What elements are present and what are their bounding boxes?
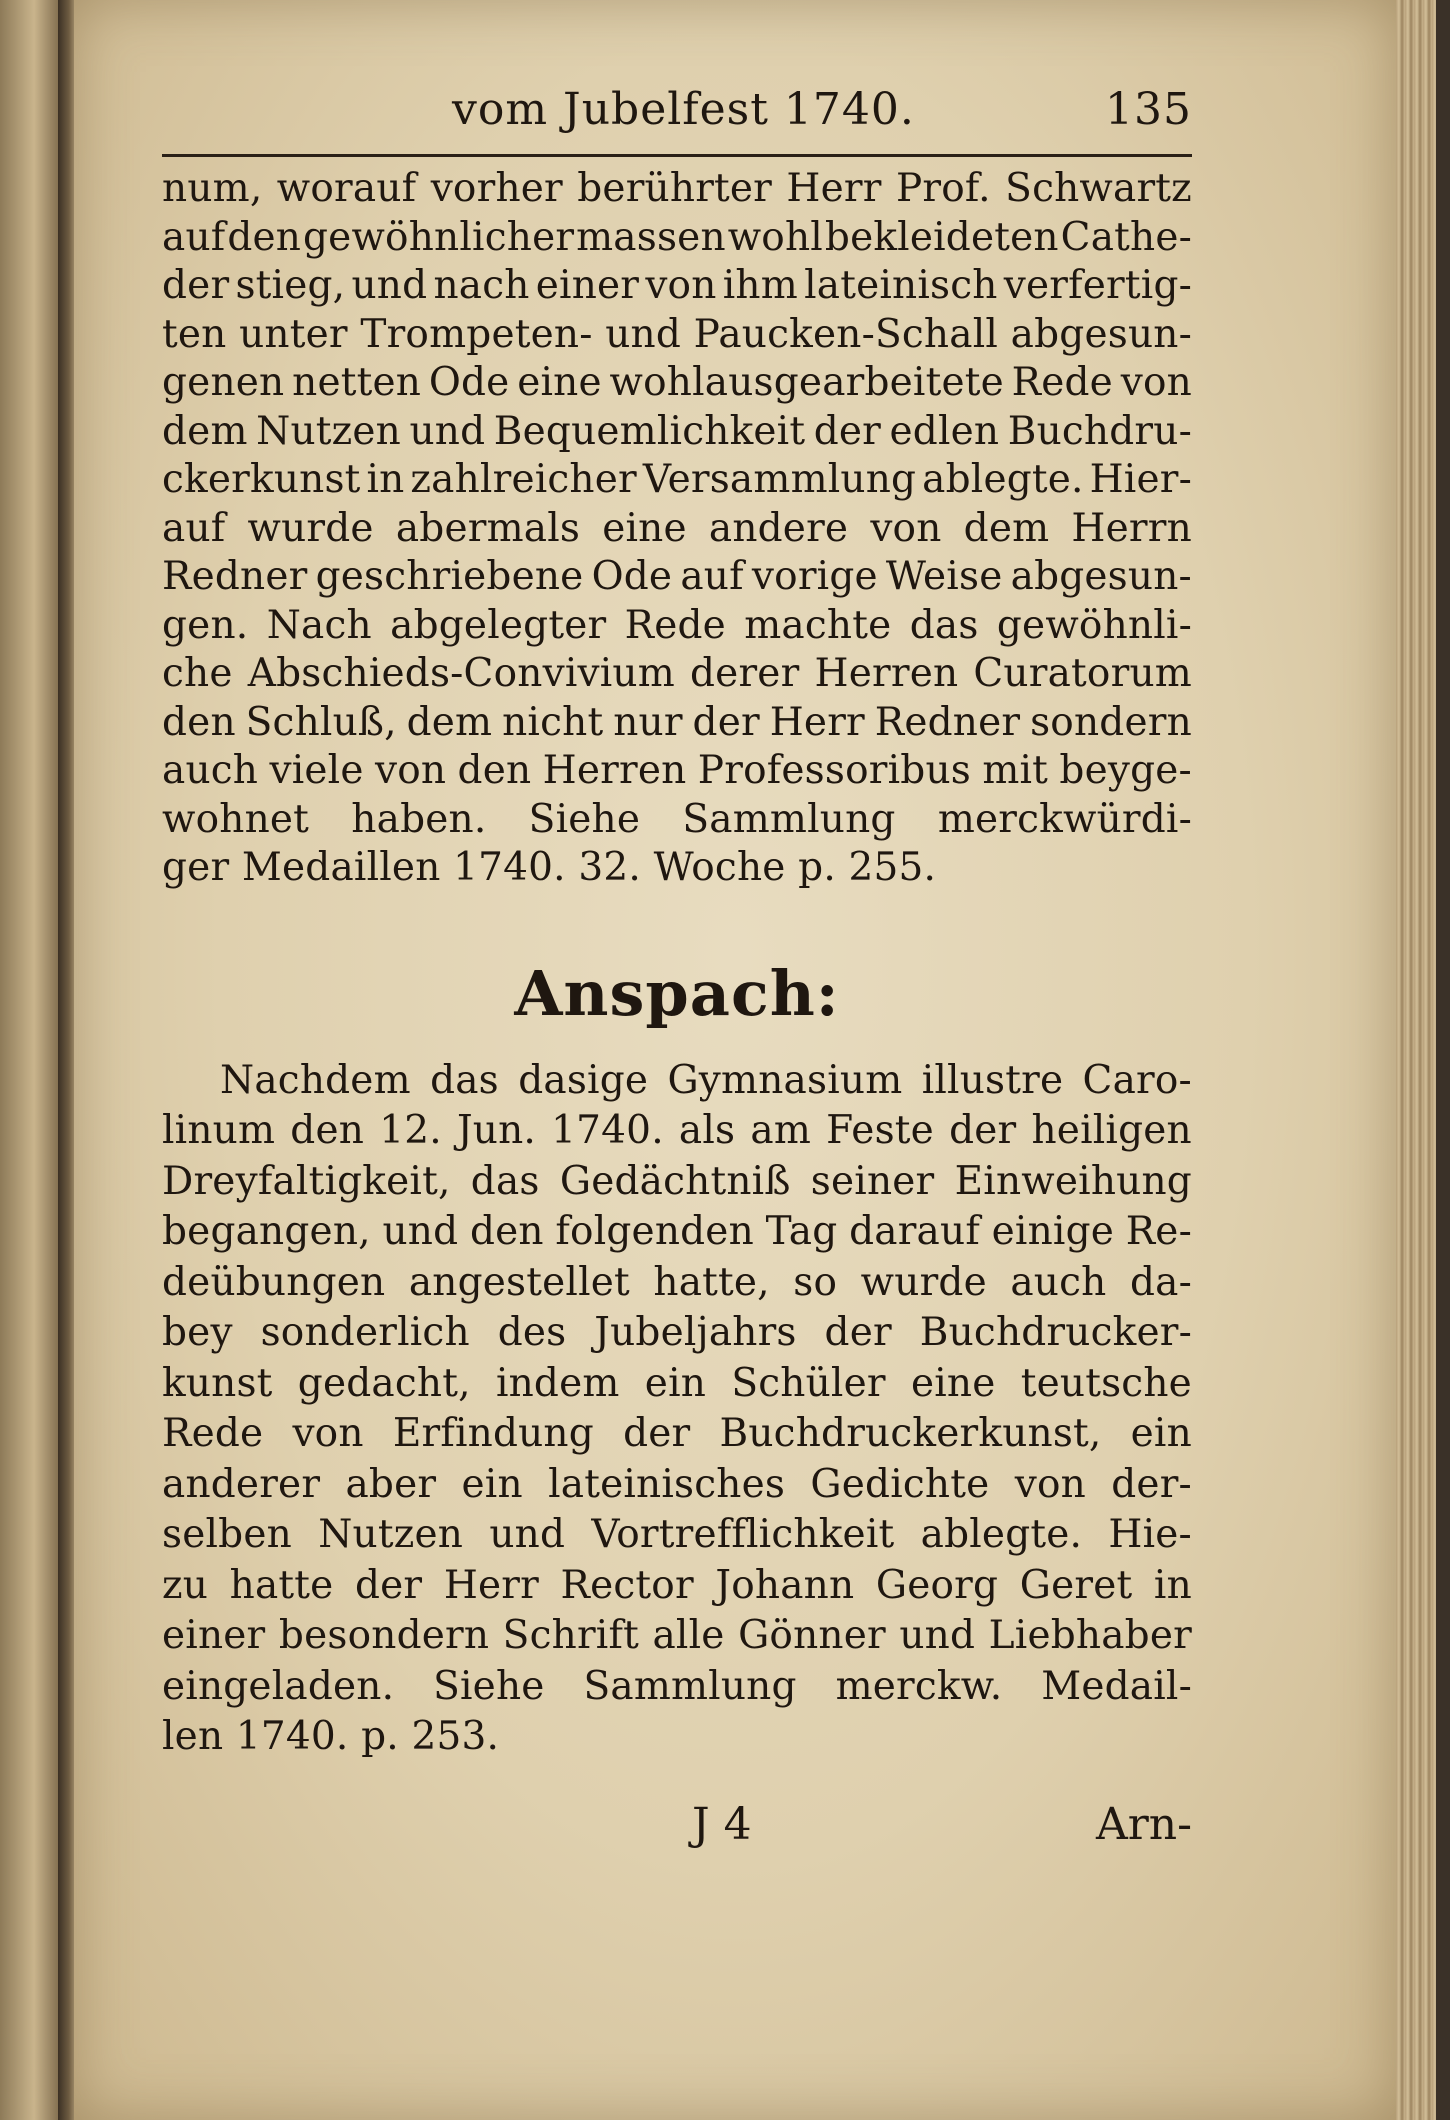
text-line: num, worauf vorher berührter Herr Prof. Schwartz (162, 166, 1192, 211)
text-line: len 1740. p. 253. (162, 1714, 500, 1759)
text-line: begangen, und den folgenden Tag darauf einige Re- (162, 1209, 1192, 1254)
text-line: auf den gewöhnlicher massen wohl bekleideten Cathe- (162, 214, 1192, 260)
text-line: Rede von Erfindung der Buchdruckerkunst, ein (162, 1411, 1192, 1456)
catchword: Arn- (1095, 1798, 1192, 1850)
running-title: vom Jubelfest 1740. (452, 84, 915, 135)
text-line: kunst gedacht, indem ein Schüler eine teutsche (162, 1360, 1192, 1406)
section-heading: Anspach: (514, 956, 840, 1030)
text-line: einer besondern Schrift alle Gönner und Liebhaber (162, 1613, 1192, 1658)
text-line: selben Nutzen und Vortrefflichkeit ablegte. Hie- (162, 1512, 1192, 1557)
facing-page-edge (0, 0, 62, 2120)
text-line: deübungen angestellet hatte, so wurde auch da- (162, 1259, 1192, 1305)
text-line: auf wurde abermals eine andere von dem Herrn (162, 505, 1192, 551)
text-line: ger Medaillen 1740. 32. Woche p. 255. (162, 845, 937, 890)
text-line: Redner geschriebene Ode auf vorige Weise abgesun- (162, 554, 1192, 599)
page-footer (162, 1799, 1192, 1859)
paragraph-1 (162, 165, 1192, 893)
text-line: den Schluß, dem nicht nur der Herr Redner sondern (162, 699, 1192, 745)
signature-mark: J 4 (692, 1798, 752, 1850)
text-line: Nachdem das dasige Gymnasium illustre Caro- (220, 1057, 1192, 1103)
paragraph-2 (162, 1056, 1192, 1763)
text-line: che Abschieds-Convivium derer Herren Curatorum (162, 651, 1192, 696)
text-line: auch viele von den Herren Professoribus mit beyge- (162, 748, 1192, 793)
text-line: gen. Nach abgelegter Rede machte das gewöhnli- (162, 602, 1192, 648)
text-line: bey sonderlich des Jubeljahrs der Buchdrucker- (162, 1310, 1192, 1355)
page-text (162, 84, 1192, 1859)
text-line: ten unter Trompeten- und Paucken-Schall abgesun- (162, 311, 1192, 357)
text-line: anderer aber ein lateinisches Gedichte von der- (162, 1461, 1192, 1507)
text-line: Dreyfaltigkeit, das Gedächtniß seiner Einweihung (162, 1158, 1192, 1204)
text-line: eingeladen. Siehe Sammlung merckw. Medail- (162, 1663, 1192, 1709)
running-head (162, 84, 1192, 148)
text-line: linum den 12. Jun. 1740. als am Feste der heiligen (162, 1108, 1192, 1153)
text-line: zu hatte der Herr Rector Johann Georg Geret in (162, 1562, 1192, 1608)
text-line: wohnet haben. Siehe Sammlung merckwürdi- (162, 796, 1192, 842)
fore-edge (1396, 0, 1450, 2120)
page-number: 135 (1105, 84, 1192, 135)
text-line: genen netten Ode eine wohlausgearbeitete Rede von (162, 360, 1192, 405)
text-line: ckerkunst in zahlreicher Versammlung ablegte. Hier- (162, 457, 1192, 502)
header-rule (162, 154, 1192, 157)
text-line: dem Nutzen und Bequemlichkeit der edlen Buchdru- (162, 408, 1192, 454)
text-line: der stieg, und nach einer von ihm lateinisch verfertig- (162, 263, 1192, 308)
